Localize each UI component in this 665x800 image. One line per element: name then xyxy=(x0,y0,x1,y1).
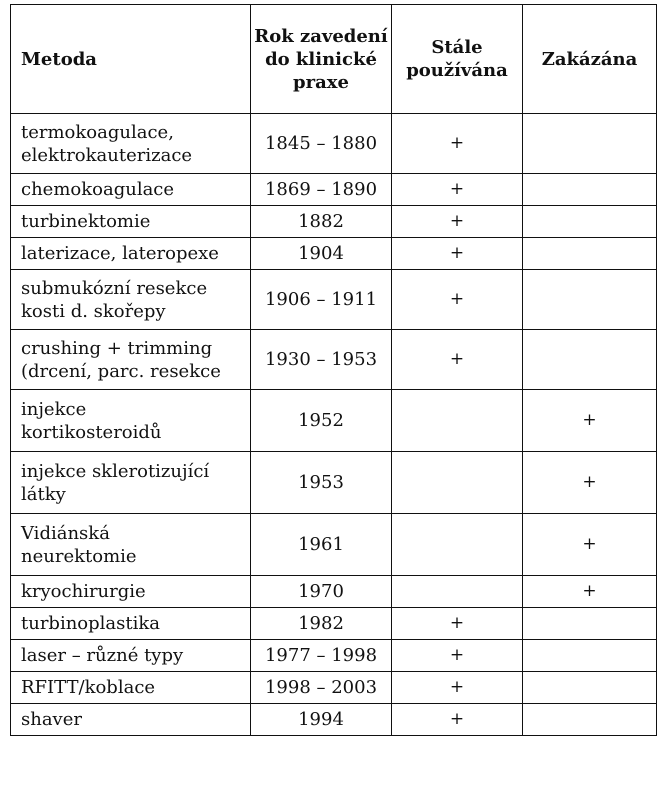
year-cell: 1930 – 1953 xyxy=(251,330,392,390)
header-method: Metoda xyxy=(11,5,251,114)
methods-table xyxy=(10,4,657,736)
year-cell: 1952 xyxy=(251,390,392,452)
table-row xyxy=(11,608,657,640)
method-cell: kryochirurgie xyxy=(11,576,251,608)
method-cell: laterizace, lateropexe xyxy=(11,238,251,270)
year-cell: 1869 – 1890 xyxy=(251,174,392,206)
banned-cell xyxy=(523,114,657,174)
year-cell: 1882 xyxy=(251,206,392,238)
header-year: Rok zavedení do klinické praxe xyxy=(251,5,392,114)
method-cell: injekce sklerotizující látky xyxy=(11,452,251,514)
banned-cell: + xyxy=(523,452,657,514)
still-used-cell xyxy=(392,576,523,608)
table-row xyxy=(11,114,657,174)
banned-cell xyxy=(523,640,657,672)
method-cell: turbinoplastika xyxy=(11,608,251,640)
banned-cell xyxy=(523,330,657,390)
still-used-cell: + xyxy=(392,330,523,390)
banned-cell xyxy=(523,704,657,736)
table-header-row xyxy=(11,5,657,114)
year-cell: 1953 xyxy=(251,452,392,514)
still-used-cell: + xyxy=(392,704,523,736)
header-still-used: Stále používána xyxy=(392,5,523,114)
banned-cell: + xyxy=(523,514,657,576)
method-cell: laser – různé typy xyxy=(11,640,251,672)
still-used-cell xyxy=(392,514,523,576)
still-used-cell: + xyxy=(392,238,523,270)
table-row xyxy=(11,640,657,672)
banned-cell xyxy=(523,174,657,206)
banned-cell xyxy=(523,672,657,704)
method-cell: Vidiánská neurektomie xyxy=(11,514,251,576)
method-cell: chemokoagulace xyxy=(11,174,251,206)
method-cell: crushing + trimming (drcení, parc. resekce xyxy=(11,330,251,390)
banned-cell: + xyxy=(523,390,657,452)
method-cell: submukózní resekce kosti d. skořepy xyxy=(11,270,251,330)
method-cell: shaver xyxy=(11,704,251,736)
table-row xyxy=(11,704,657,736)
year-cell: 1845 – 1880 xyxy=(251,114,392,174)
still-used-cell: + xyxy=(392,270,523,330)
year-cell: 1982 xyxy=(251,608,392,640)
table-row xyxy=(11,576,657,608)
table-row xyxy=(11,238,657,270)
still-used-cell xyxy=(392,452,523,514)
still-used-cell xyxy=(392,390,523,452)
still-used-cell: + xyxy=(392,640,523,672)
still-used-cell: + xyxy=(392,174,523,206)
table-row xyxy=(11,672,657,704)
banned-cell: + xyxy=(523,576,657,608)
year-cell: 1970 xyxy=(251,576,392,608)
table-row xyxy=(11,330,657,390)
method-cell: RFITT/koblace xyxy=(11,672,251,704)
year-cell: 1977 – 1998 xyxy=(251,640,392,672)
year-cell: 1906 – 1911 xyxy=(251,270,392,330)
header-banned: Zakázána xyxy=(523,5,657,114)
table-row xyxy=(11,174,657,206)
year-cell: 1961 xyxy=(251,514,392,576)
still-used-cell: + xyxy=(392,114,523,174)
year-cell: 1994 xyxy=(251,704,392,736)
methods-table-container xyxy=(10,4,657,736)
still-used-cell: + xyxy=(392,206,523,238)
banned-cell xyxy=(523,608,657,640)
year-cell: 1904 xyxy=(251,238,392,270)
table-row xyxy=(11,270,657,330)
table-row xyxy=(11,390,657,452)
table-row xyxy=(11,206,657,238)
year-cell: 1998 – 2003 xyxy=(251,672,392,704)
still-used-cell: + xyxy=(392,672,523,704)
method-cell: termokoagulace, elektrokauterizace xyxy=(11,114,251,174)
table-row xyxy=(11,452,657,514)
still-used-cell: + xyxy=(392,608,523,640)
method-cell: turbinektomie xyxy=(11,206,251,238)
method-cell: injekce kortikosteroidů xyxy=(11,390,251,452)
table-row xyxy=(11,514,657,576)
banned-cell xyxy=(523,270,657,330)
banned-cell xyxy=(523,238,657,270)
banned-cell xyxy=(523,206,657,238)
